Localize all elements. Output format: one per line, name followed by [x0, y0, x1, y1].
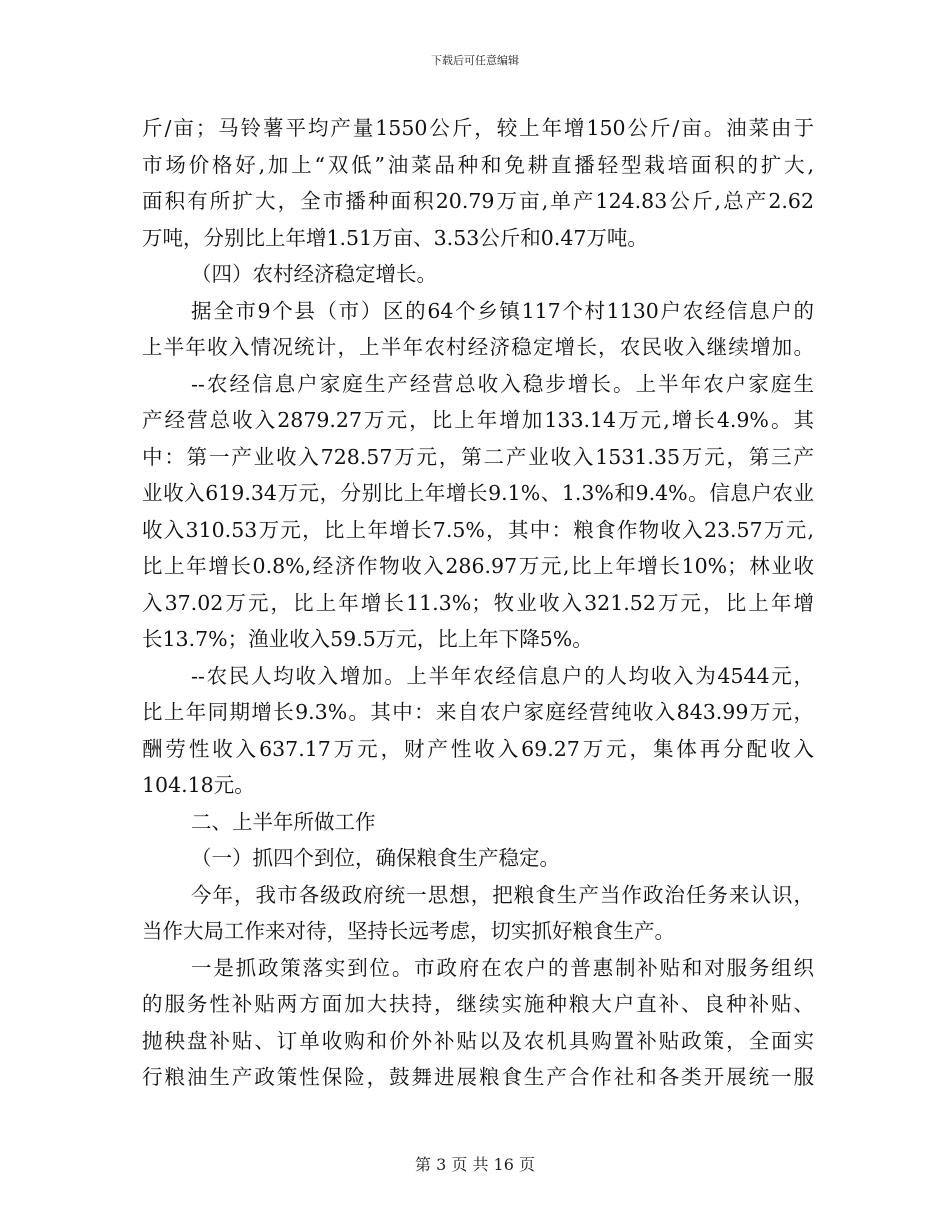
page-header: 下载后可任意编辑	[431, 54, 519, 67]
text-line: 产经营总收入2879.27万元，比上年增加133.14万元,增长4.9%。其	[142, 408, 814, 432]
text-line: 据全市9个县（市）区的64个乡镇117个村1130户农经信息户的	[191, 298, 814, 323]
text-line: 今年，我市各级政府统一思想，把粮食生产当作政治任务来认识，	[191, 882, 814, 907]
text-line: 抛秧盘补贴、订单收购和价外补贴以及农机具购置补贴政策，全面实	[142, 1028, 814, 1053]
text-line: 一是抓政策落实到位。市政府在农户的普惠制补贴和对服务组织	[191, 955, 814, 980]
text-line: 比上年同期增长9.3%。其中：来自农户家庭经营纯收入843.99万元，	[142, 700, 814, 724]
text-line: 二、上半年所做工作	[191, 809, 376, 834]
text-line: 的服务性补贴两方面加大扶持，继续实施种粮大户直补、良种补贴、	[142, 992, 814, 1016]
body-text	[142, 110, 814, 1096]
text-line: （一）抓四个到位，确保粮食生产稳定。	[191, 846, 560, 870]
text-line: 104.18元。	[142, 773, 255, 797]
text-line: （四）农村经济稳定增长。	[191, 262, 437, 286]
text-line: 市场价格好,加上“双低”油菜品种和免耕直播轻型栽培面积的扩大,	[142, 152, 814, 177]
text-line: 斤/亩；马铃薯平均产量1550公斤，较上年增150公斤/亩。油菜由于	[142, 116, 814, 140]
text-line: 中：第一产业收入728.57万元，第二产业收入1531.35万元，第三产	[142, 444, 814, 469]
text-line: --农民人均收入增加。上半年农经信息户的人均收入为4544元，	[191, 663, 814, 688]
text-line: 面积有所扩大，全市播种面积20.79万亩,单产124.83公斤,总产2.62	[142, 189, 814, 213]
text-line: 长13.7%；渔业收入59.5万元，比上年下降5%。	[142, 627, 593, 651]
text-line: 收入310.53万元，比上年增长7.5%，其中：粮食作物收入23.57万元,	[142, 517, 814, 542]
text-line: 当作大局工作来对待，坚持长远考虑，切实抓好粮食生产。	[142, 919, 675, 943]
text-line: 比上年增长0.8%,经济作物收入286.97万元,比上年增长10%；林业收	[142, 554, 814, 578]
text-line: --农经信息户家庭生产经营总收入稳步增长。上半年农户家庭生	[191, 371, 814, 396]
text-line: 入37.02万元，比上年增长11.3%；牧业收入321.52万元，比上年增	[142, 590, 814, 615]
text-line: 万吨，分别比上年增1.51万亩、3.53公斤和0.47万吨。	[142, 225, 648, 250]
page-footer: 第 3 页 共 16 页	[415, 1155, 535, 1174]
text-line: 行粮油生产政策性保险，鼓舞进展粮食生产合作社和各类开展统一服	[142, 1065, 814, 1089]
text-line: 酬劳性收入637.17万元，财产性收入69.27万元，集体再分配收入	[142, 736, 814, 761]
text-line: 业收入619.34万元，分别比上年增长9.1%、1.3%和9.4%。信息户农业	[142, 481, 814, 505]
text-line: 上半年收入情况统计，上半年农村经济稳定增长，农民收入继续增加。	[142, 335, 814, 359]
